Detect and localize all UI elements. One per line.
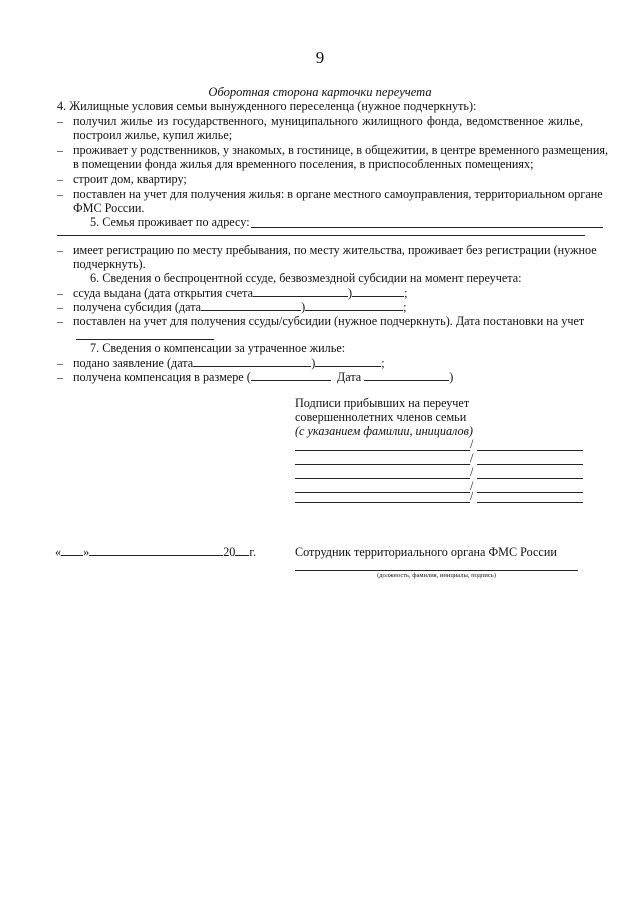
day-field[interactable]: [61, 545, 83, 556]
employee-signature-line[interactable]: [295, 570, 578, 571]
subsidy-row: получена субсидия (дата ) ;: [73, 300, 407, 314]
application-row: подано заявление (дата ) ;: [73, 356, 385, 370]
registration-date-line[interactable]: [76, 339, 214, 340]
signature-name-line[interactable]: [295, 502, 470, 503]
compensation-date-field[interactable]: [364, 370, 449, 381]
section5-heading: 5. Семья проживает по адресу:: [90, 215, 250, 229]
address-line-2[interactable]: [57, 235, 585, 236]
signature-sign-line[interactable]: [477, 502, 583, 503]
signature-name-line[interactable]: [295, 492, 470, 493]
employee-caption: (должность, фамилия, инициалы, подпись): [377, 572, 496, 579]
section6-heading: 6. Сведения о беспроцентной ссуде, безвозмездной субсидии на момент переучета:: [90, 271, 522, 285]
signature-name-line[interactable]: [295, 450, 470, 451]
page-number: 9: [315, 48, 325, 67]
section7-heading: 7. Сведения о компенсации за утраченное жилье:: [90, 341, 346, 355]
dash-marker: –: [57, 286, 63, 300]
month-field[interactable]: [89, 545, 223, 556]
signatures-line3: (с указанием фамилии, инициалов): [295, 424, 473, 438]
application-date-field[interactable]: [193, 356, 311, 367]
employee-label: Сотрудник территориального органа ФМС России: [295, 545, 557, 559]
page-subtitle: Оборотная сторона карточки переучета: [208, 85, 432, 99]
dash-marker: –: [57, 114, 63, 128]
section4-item1-line2: построил жилье, купил жилье;: [73, 128, 233, 142]
compensation-label: получена компенсация в размере (: [73, 370, 251, 384]
section4-item3: строит дом, квартиру;: [73, 172, 187, 186]
signatures-line1: Подписи прибывших на переучет: [295, 396, 470, 410]
loan-registered-text: поставлен на учет для получения ссуды/субсидии (нужное подчеркнуть). Дата постановки на учет: [73, 314, 585, 328]
dash-marker: –: [57, 370, 63, 384]
section4-item4-line2: ФМС России.: [73, 201, 145, 215]
subsidy-date-field[interactable]: [201, 300, 301, 311]
signature-name-line[interactable]: [295, 478, 470, 479]
signature-slash: /: [470, 465, 474, 479]
signature-sign-line[interactable]: [477, 492, 583, 493]
registration-line1: имеет регистрацию по месту пребывания, по месту жительства, проживает без регистрации (нужное: [73, 243, 597, 257]
subsidy-label: получена субсидия (дата: [73, 300, 202, 314]
section4-heading: 4. Жилищные условия семьи вынужденного переселенца (нужное подчеркнуть):: [57, 99, 477, 113]
signature-name-line[interactable]: [295, 464, 470, 465]
loan-date-field[interactable]: [253, 286, 348, 297]
application-number-field[interactable]: [315, 356, 381, 367]
dash-marker: –: [57, 143, 63, 157]
loan-label: ссуда выдана (дата открытия счета: [73, 286, 254, 300]
loan-row: ссуда выдана (дата открытия счета ) ;: [73, 286, 408, 300]
signature-slash: /: [470, 451, 474, 465]
registration-line2: подчеркнуть).: [73, 257, 146, 271]
signature-sign-line[interactable]: [477, 450, 583, 451]
signatures-line2: совершеннолетних членов семьи: [295, 410, 467, 424]
address-line[interactable]: [251, 227, 603, 228]
signature-sign-line[interactable]: [477, 464, 583, 465]
dash-marker: –: [57, 314, 63, 328]
signature-slash: /: [470, 489, 474, 503]
date-field: « » 20 г.: [55, 545, 257, 559]
loan-amount-field[interactable]: [352, 286, 404, 297]
dash-marker: –: [57, 356, 63, 370]
application-label: подано заявление (дата: [73, 356, 194, 370]
dash-marker: –: [57, 172, 63, 186]
dash-marker: –: [57, 187, 63, 201]
signature-slash: /: [470, 437, 474, 451]
signature-sign-line[interactable]: [477, 478, 583, 479]
subsidy-amount-field[interactable]: [305, 300, 403, 311]
dash-marker: –: [57, 243, 63, 257]
section4-item2-line2: в помещении фонда жилья для временного поселения, в приспособленных помещениях;: [73, 157, 534, 171]
year-field[interactable]: [235, 545, 249, 556]
dash-marker: –: [57, 300, 63, 314]
compensation-date-label: Дата: [336, 370, 362, 384]
signature-slash: /: [470, 479, 474, 493]
section4-item4-line1: поставлен на учет для получения жилья: в органе местного самоуправления, территориальном органе: [73, 187, 603, 201]
compensation-row: получена компенсация в размере ( Дата ): [73, 370, 454, 384]
section4-item1-line1: получил жилье из государственного, муниципального жилищного фонда, ведомственное жилье,: [73, 114, 583, 128]
compensation-amount-field[interactable]: [251, 370, 331, 381]
section4-item2-line1: проживает у родственников, у знакомых, в гостинице, в общежитии, в центре временного размещения,: [73, 143, 608, 157]
